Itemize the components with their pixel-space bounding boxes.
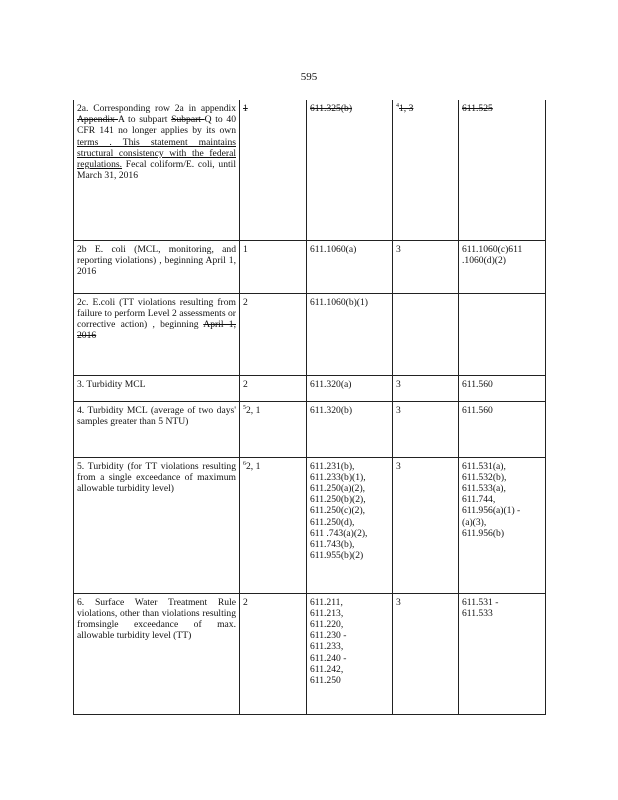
tier-cell: $^5$2, 1 [240, 401, 307, 457]
tier-cell: $^6$2, 1 [240, 457, 307, 593]
tier-cell: 2 [240, 593, 307, 714]
reference-cell: 611.560 [459, 401, 546, 457]
reference-cell: 611.531(a), 611.532(b), 611.533(a), 611.744, 611.956(a)(1) - (a)(3), 611.956(b) [459, 457, 546, 593]
rule-citation: 611.1060(b)(1) [307, 293, 393, 375]
violation-description: 2a. Corresponding row 2a in appendix Appendix A to subpart Subpart Q to 40 CFR 141 no longer applies by its own terms . This statement maintains structural consistency with the federal regulations. Fecal coliform/E. coli, until March 31, 2016 [74, 100, 240, 240]
reference-cell [459, 293, 546, 375]
notice-cell: 3 [393, 593, 459, 714]
rule-citation: 611.325(b) [307, 100, 393, 240]
tier-cell: 1 [240, 240, 307, 293]
table-row [74, 293, 546, 375]
violation-description: 3. Turbidity MCL [74, 375, 240, 401]
rule-citation: 611.1060(a) [307, 240, 393, 293]
table-row [74, 240, 546, 293]
violations-table [73, 100, 546, 715]
rule-citation: 611.320(b) [307, 401, 393, 457]
reference-cell: 611.525 [459, 100, 546, 240]
table-row [74, 593, 546, 714]
violation-description: 2c. E.coli (TT violations resulting from failure to perform Level 2 assessments or corrective action) , beginning April 1, 2016 [74, 293, 240, 375]
rule-citation: 611.231(b), 611.233(b)(1), 611.250(a)(2), 611.250(b)(2), 611.250(c)(2), 611.250(d), 611 .743(a)(2), 611.743(b), 611.955(b)(2) [307, 457, 393, 593]
violation-description: 2b E. coli (MCL, monitoring, and reporting violations) , beginning April 1, 2016 [74, 240, 240, 293]
violation-description: 5. Turbidity (for TT violations resulting from a single exceedance of maximum allowable turbidity level) [74, 457, 240, 593]
rule-citation: 611.320(a) [307, 375, 393, 401]
notice-cell: 3 [393, 457, 459, 593]
table-row [74, 457, 546, 593]
notice-cell: 3 [393, 375, 459, 401]
tier-cell: 1 [240, 100, 307, 240]
violation-description: 4. Turbidity MCL (average of two days' samples greater than 5 NTU) [74, 401, 240, 457]
table-row [74, 375, 546, 401]
notice-cell [393, 293, 459, 375]
page-number: 595 [300, 71, 318, 83]
rule-citation: 611.211, 611.213, 611.220, 611.230 - 611.233, 611.240 - 611.242, 611.250 [307, 593, 393, 714]
violation-description: 6. Surface Water Treatment Rule violations, other than violations resulting fromsingle exceedance of max. allowable turbidity level (TT) [74, 593, 240, 714]
table-row [74, 401, 546, 457]
reference-cell: 611.560 [459, 375, 546, 401]
notice-cell: $^4$1, 3 [393, 100, 459, 240]
notice-cell: 3 [393, 401, 459, 457]
tier-cell: 2 [240, 293, 307, 375]
reference-cell: 611.531 - 611.533 [459, 593, 546, 714]
reference-cell: 611.1060(c)611 .1060(d)(2) [459, 240, 546, 293]
notice-cell: 3 [393, 240, 459, 293]
table-row [74, 100, 546, 240]
tier-cell: 2 [240, 375, 307, 401]
